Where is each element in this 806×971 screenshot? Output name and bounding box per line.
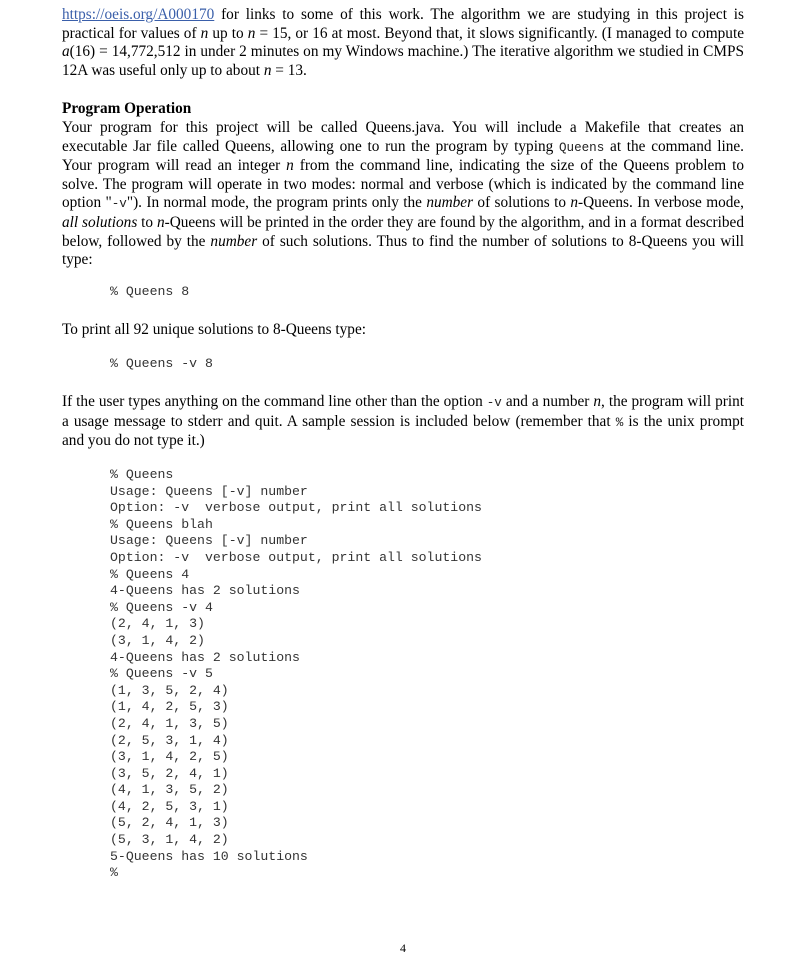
inline-code: -v bbox=[486, 396, 502, 410]
text: Your program for this project will be called Queens.java. You will include a Makefile that creates an executable Jar file called Queens, allowing one to run the program by typing bbox=[62, 119, 744, 155]
text: at the command line. Your program will read an integer bbox=[62, 137, 744, 175]
math-n: n bbox=[263, 61, 272, 79]
session-line: 4-Queens has 2 solutions bbox=[110, 583, 300, 599]
session-line: (4, 1, 3, 5, 2) bbox=[110, 782, 229, 798]
text: = 15, or 16 at most. Beyond that, it slows significantly. (I managed to compute bbox=[255, 24, 744, 42]
inline-code: -v bbox=[111, 197, 127, 212]
text: from the command line, indicating the size of the Queens problem to solve. The program will operate in two modes: normal and verbose (which is indicated by the command line option " bbox=[62, 157, 744, 212]
math-a: a bbox=[62, 43, 70, 61]
command-example-2: % Queens -v 8 bbox=[110, 356, 213, 371]
operation-paragraph bbox=[62, 119, 744, 270]
usage-paragraph bbox=[62, 393, 744, 451]
session-line: % Queens bbox=[110, 467, 174, 482]
math-n: n bbox=[286, 157, 294, 175]
sample-session bbox=[110, 467, 482, 882]
session-line: % Queens 4 bbox=[110, 566, 190, 582]
emphasis: all solutions bbox=[62, 213, 138, 231]
math-n: n bbox=[570, 194, 579, 212]
command-example-1: % Queens 8 bbox=[110, 284, 190, 299]
session-line: (4, 2, 5, 3, 1) bbox=[110, 798, 229, 814]
text: and a number bbox=[501, 393, 594, 410]
session-line: (5, 2, 4, 1, 3) bbox=[110, 815, 229, 831]
text: , the program will print a usage message to stderr and quit. A sample session is included below (remember that bbox=[62, 393, 744, 430]
emphasis: number bbox=[426, 194, 474, 212]
text: If the user types anything on the command line other than the option bbox=[62, 393, 487, 410]
session-line: % Queens blah bbox=[110, 516, 213, 532]
math-n: n bbox=[200, 24, 209, 42]
math-n: n bbox=[247, 24, 256, 42]
session-line: (1, 4, 2, 5, 3) bbox=[110, 699, 229, 715]
session-line: Option: -v verbose output, print all solutions bbox=[110, 549, 482, 565]
session-line: Usage: Queens [-v] number bbox=[110, 483, 308, 499]
session-line: Usage: Queens [-v] number bbox=[110, 533, 308, 549]
math-n: n bbox=[156, 213, 165, 231]
text: -Queens. In verbose mode, bbox=[578, 194, 745, 212]
session-line: % bbox=[110, 865, 118, 881]
section-heading: Program Operation bbox=[62, 100, 192, 117]
text: of such solutions. Thus to find the number of solutions to 8-Queens you will type: bbox=[62, 232, 744, 269]
session-line: (3, 5, 2, 4, 1) bbox=[110, 765, 229, 781]
session-line: (2, 4, 1, 3) bbox=[110, 616, 205, 632]
text: to bbox=[137, 213, 157, 231]
text: is the unix prompt and you do not type it.) bbox=[62, 412, 744, 450]
emphasis: number bbox=[210, 232, 258, 250]
session-line: 4-Queens has 2 solutions bbox=[110, 649, 300, 665]
inline-code: % bbox=[615, 415, 624, 430]
session-line: (5, 3, 1, 4, 2) bbox=[110, 832, 229, 848]
session-line: % Queens -v 5 bbox=[110, 666, 213, 682]
text: = 13. bbox=[271, 61, 307, 79]
page-number: 4 bbox=[400, 941, 406, 955]
text: for links to some of this work. The algorithm we are studying in this project is practical for values of bbox=[62, 6, 744, 42]
session-line: Option: -v verbose output, print all solutions bbox=[110, 500, 482, 516]
session-line: (3, 1, 4, 2) bbox=[110, 632, 205, 648]
session-line: % Queens -v 4 bbox=[110, 599, 213, 615]
text: "). In normal mode, the program prints only the bbox=[126, 194, 427, 212]
print-all-paragraph: To print all 92 unique solutions to 8-Queens type: bbox=[62, 321, 366, 338]
oeis-link[interactable]: https://oeis.org/A000170 bbox=[62, 6, 215, 23]
math-n: n bbox=[593, 393, 602, 410]
text: -Queens will be printed in the order they are found by the algorithm, and in a format described below, followed by the bbox=[62, 213, 744, 250]
session-line: (2, 4, 1, 3, 5) bbox=[110, 715, 229, 731]
session-line: 5-Queens has 10 solutions bbox=[110, 848, 308, 864]
session-line: (3, 1, 4, 2, 5) bbox=[110, 749, 229, 765]
text: of solutions to bbox=[473, 194, 571, 212]
text: up to bbox=[208, 24, 248, 42]
session-line: (1, 3, 5, 2, 4) bbox=[110, 682, 229, 698]
intro-paragraph bbox=[62, 6, 744, 80]
text: (16) = 14,772,512 in under 2 minutes on my Windows machine.) The iterative algorithm we studied in CMPS 12A was useful only up to about bbox=[62, 43, 744, 79]
inline-code: Queens bbox=[558, 140, 605, 155]
session-line: (2, 5, 3, 1, 4) bbox=[110, 732, 229, 748]
